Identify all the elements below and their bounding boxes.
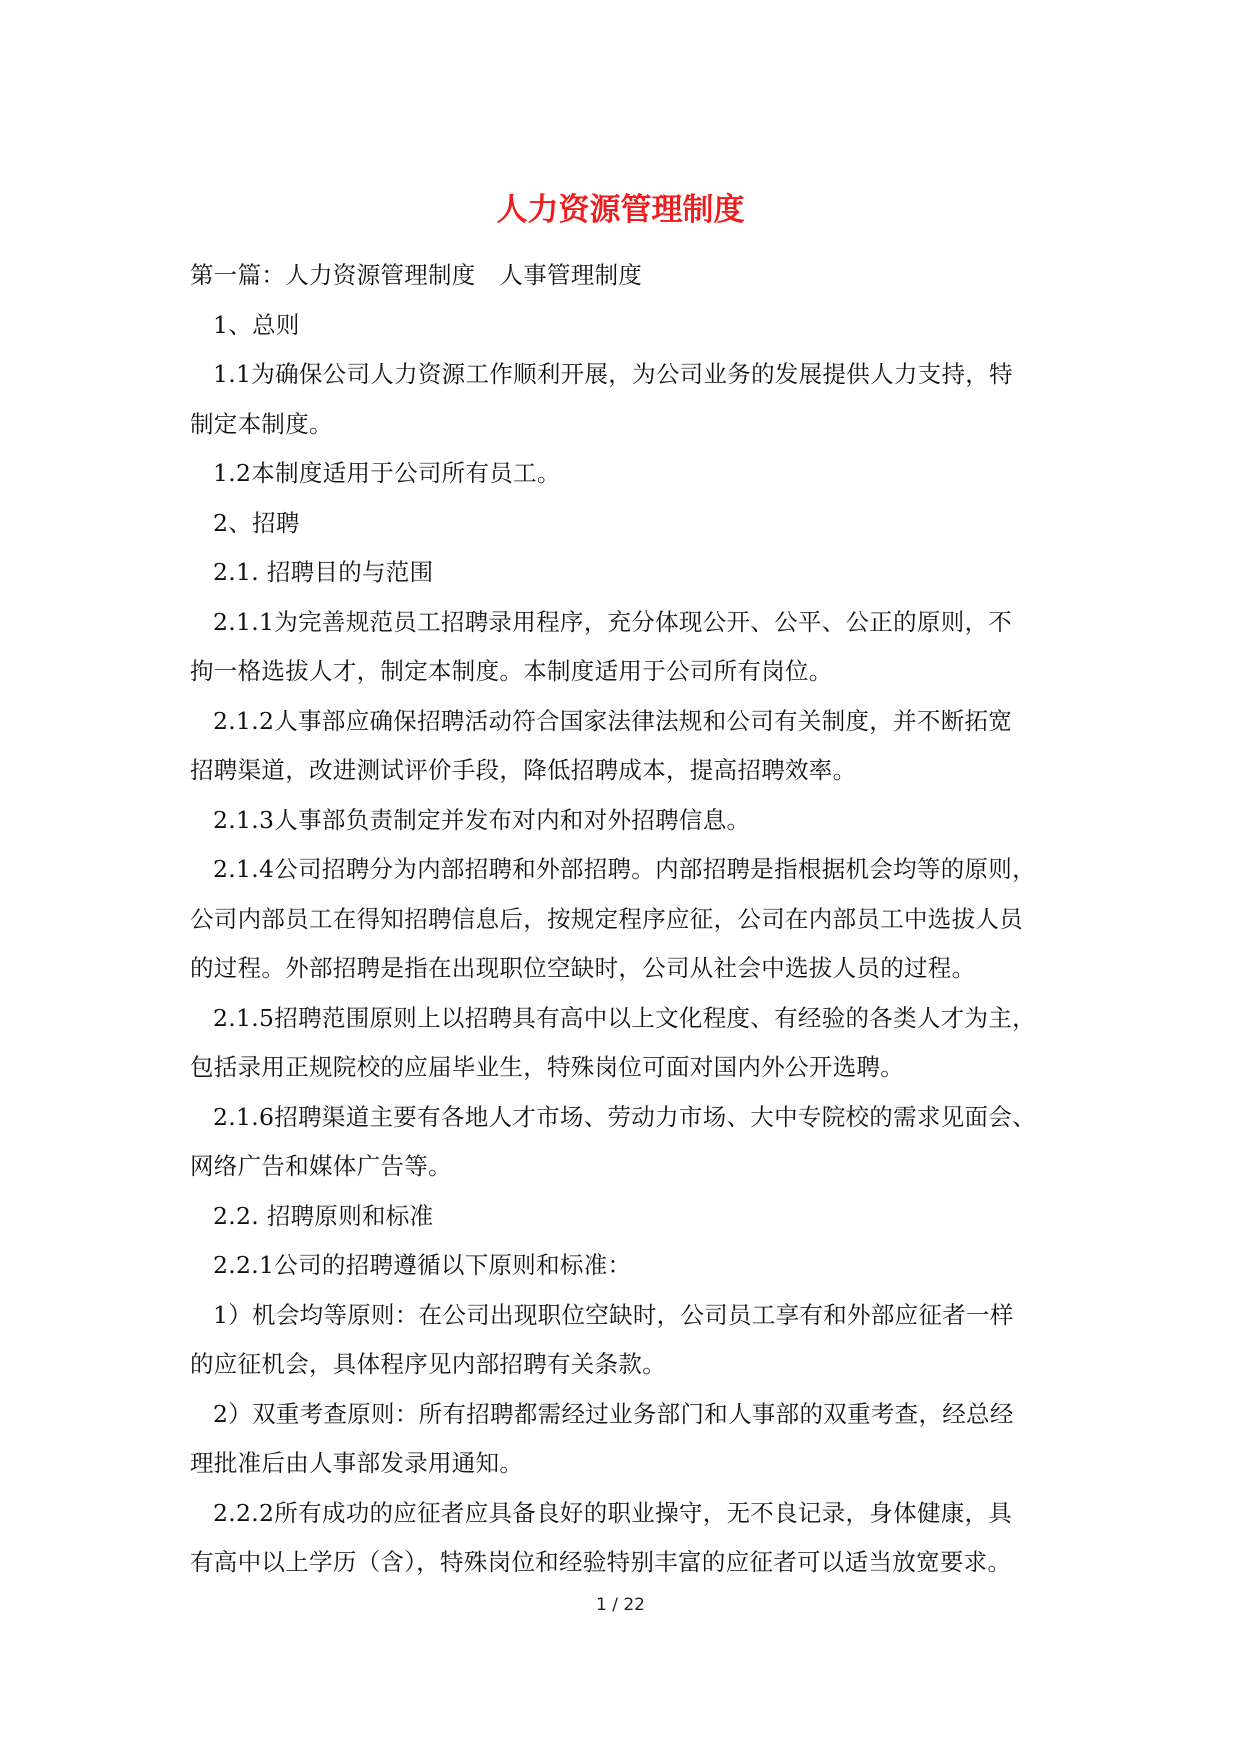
paragraph-line: 2.1.1为完善规范员工招聘录用程序，充分体现公开、公平、公正的原则，不 <box>213 607 1013 636</box>
document-title: 人力资源管理制度 <box>496 192 745 228</box>
clause-heading: 2、招聘 <box>213 508 300 537</box>
list-item-line: 2）双重考查原则：所有招聘都需经过业务部门和人事部的双重考查，经总经 <box>213 1399 1014 1428</box>
paragraph-line: 1.2本制度适用于公司所有员工。 <box>213 459 561 487</box>
paragraph-line: 2.1.4公司招聘分为内部招聘和外部招聘。内部招聘是指根据机会均等的原则， <box>213 855 1036 883</box>
clause-heading: 1、总则 <box>213 310 300 339</box>
paragraph-line: 的过程。外部招聘是指在出现职位空缺时，公司从社会中选拔人员的过程。 <box>190 954 976 982</box>
paragraph-line: 网络广告和媒体广告等。 <box>190 1152 452 1180</box>
sub-clause-heading: 2.1. 招聘目的与范围 <box>213 558 434 586</box>
paragraph-line: 2.2.1公司的招聘遵循以下原则和标准： <box>213 1251 632 1279</box>
paragraph-line: 2.2.2所有成功的应征者应具备良好的职业操守，无不良记录，身体健康，具 <box>213 1498 1013 1527</box>
paragraph-line: 2.1.3人事部负责制定并发布对内和对外招聘信息。 <box>213 805 751 834</box>
section-heading: 第一篇：人力资源管理制度 人事管理制度 <box>190 261 643 289</box>
paragraph-line: 2.1.2人事部应确保招聘活动符合国家法律法规和公司有关制度，并不断拓宽 <box>213 706 1013 735</box>
paragraph-line: 拘一格选拔人才，制定本制度。本制度适用于公司所有岗位。 <box>190 657 833 685</box>
paragraph-line: 招聘渠道，改进测试评价手段，降低招聘成本，提高招聘效率。 <box>190 756 857 784</box>
paragraph-line: 包括录用正规院校的应届毕业生，特殊岗位可面对国内外公开选聘。 <box>190 1053 904 1081</box>
paragraph-line: 2.1.6招聘渠道主要有各地人才市场、劳动力市场、大中专院校的需求见面会、 <box>213 1102 1036 1131</box>
list-item-line: 1）机会均等原则：在公司出现职位空缺时，公司员工享有和外部应征者一样 <box>213 1300 1014 1329</box>
list-item-line: 的应征机会，具体程序见内部招聘有关条款。 <box>190 1350 666 1378</box>
paragraph-line: 制定本制度。 <box>190 409 333 438</box>
paragraph-line: 1.1为确保公司人力资源工作顺利开展，为公司业务的发展提供人力支持，特 <box>213 360 1013 388</box>
paragraph-line: 有高中以上学历（含），特殊岗位和经验特别丰富的应征者可以适当放宽要求。 <box>190 1548 1012 1576</box>
sub-clause-heading: 2.2. 招聘原则和标准 <box>213 1201 434 1230</box>
paragraph-line: 公司内部员工在得知招聘信息后，按规定程序应征，公司在内部员工中选拔人员 <box>190 904 1023 933</box>
list-item-line: 理批准后由人事部发录用通知。 <box>190 1449 524 1477</box>
document-body <box>190 251 1060 1588</box>
paragraph-line: 2.1.5招聘范围原则上以招聘具有高中以上文化程度、有经验的各类人才为主， <box>213 1003 1036 1032</box>
page-indicator: 1 / 22 <box>596 1595 645 1615</box>
